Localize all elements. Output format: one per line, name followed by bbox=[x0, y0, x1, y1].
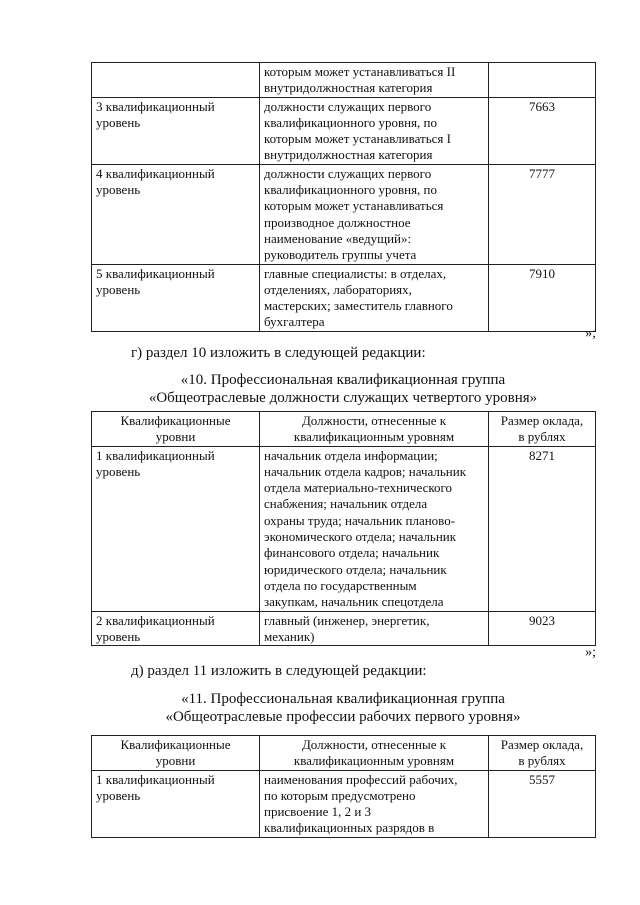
table-row bbox=[92, 164, 596, 264]
positions-cell: начальник отдела информации; начальник отдела кадров; начальник отдела материально-технического снабжения; начальник отдела охраны труда; начальник планово- экономического отдела; начальник финансового отдела; начальник юридического отдела; начальник отдела по государственным закупкам, начальник спецотдела bbox=[260, 446, 489, 611]
salary-cell: 7910 bbox=[489, 264, 596, 331]
positions-cell: которым может устанавливаться II внутридолжностная категория bbox=[260, 63, 489, 98]
table-row bbox=[92, 446, 596, 611]
section-11-title: «11. Профессиональная квалификационная группа bbox=[181, 691, 505, 707]
table-row bbox=[92, 97, 596, 164]
salary-cell: 7663 bbox=[489, 97, 596, 164]
table-header-row bbox=[92, 736, 596, 771]
salary-cell: 5557 bbox=[489, 770, 596, 837]
header-salary: Размер оклада, в рублях bbox=[489, 412, 596, 447]
level-cell: 1 квалификационный уровень bbox=[92, 446, 260, 611]
salary-table-section9-continued bbox=[91, 62, 596, 332]
salary-cell: 8271 bbox=[489, 446, 596, 611]
closing-quote-mark: »; bbox=[585, 326, 596, 341]
salary-cell bbox=[489, 63, 596, 98]
header-salary: Размер оклада, в рублях bbox=[489, 736, 596, 771]
header-level: Квалификационные уровни bbox=[92, 736, 260, 771]
positions-cell: главный (инженер, энергетик, механик) bbox=[260, 611, 489, 646]
level-cell: 1 квалификационный уровень bbox=[92, 770, 260, 837]
positions-cell: должности служащих первого квалификационного уровня, по которым может устанавливаться I внутридолжностная категория bbox=[260, 97, 489, 164]
header-level: Квалификационные уровни bbox=[92, 412, 260, 447]
positions-cell: главные специалисты: в отделах, отделениях, лабораториях, мастерских; заместитель главного бухгалтера bbox=[260, 264, 489, 331]
section-11-subtitle: «Общеотраслевые профессии рабочих первого уровня» bbox=[165, 709, 521, 725]
level-cell: 4 квалификационный уровень bbox=[92, 164, 260, 264]
closing-quote-mark: »; bbox=[585, 645, 596, 660]
table-row bbox=[92, 770, 596, 837]
table-row bbox=[92, 264, 596, 331]
positions-cell: должности служащих первого квалификационного уровня, по которым может устанавливаться производное должностное наименование «ведущий»: руководитель группы учета bbox=[260, 164, 489, 264]
salary-table-section11 bbox=[91, 735, 596, 838]
salary-cell: 9023 bbox=[489, 611, 596, 646]
header-positions: Должности, отнесенные к квалификационным уровням bbox=[260, 412, 489, 447]
level-cell bbox=[92, 63, 260, 98]
instruction-section-10: г) раздел 10 изложить в следующей редакции: bbox=[131, 345, 426, 361]
positions-cell: наименования профессий рабочих, по которым предусмотрено присвоение 1, 2 и 3 квалификационных разрядов в bbox=[260, 770, 489, 837]
salary-table-section10 bbox=[91, 411, 596, 646]
salary-cell: 7777 bbox=[489, 164, 596, 264]
instruction-section-11: д) раздел 11 изложить в следующей редакции: bbox=[131, 663, 427, 679]
level-cell: 2 квалификационный уровень bbox=[92, 611, 260, 646]
level-cell: 3 квалификационный уровень bbox=[92, 97, 260, 164]
section-10-subtitle: «Общеотраслевые должности служащих четвертого уровня» bbox=[148, 390, 538, 406]
table-row bbox=[92, 63, 596, 98]
table-header-row bbox=[92, 412, 596, 447]
level-cell: 5 квалификационный уровень bbox=[92, 264, 260, 331]
table-row bbox=[92, 611, 596, 646]
section-10-title: «10. Профессиональная квалификационная группа bbox=[180, 372, 506, 388]
header-positions: Должности, отнесенные к квалификационным уровням bbox=[260, 736, 489, 771]
